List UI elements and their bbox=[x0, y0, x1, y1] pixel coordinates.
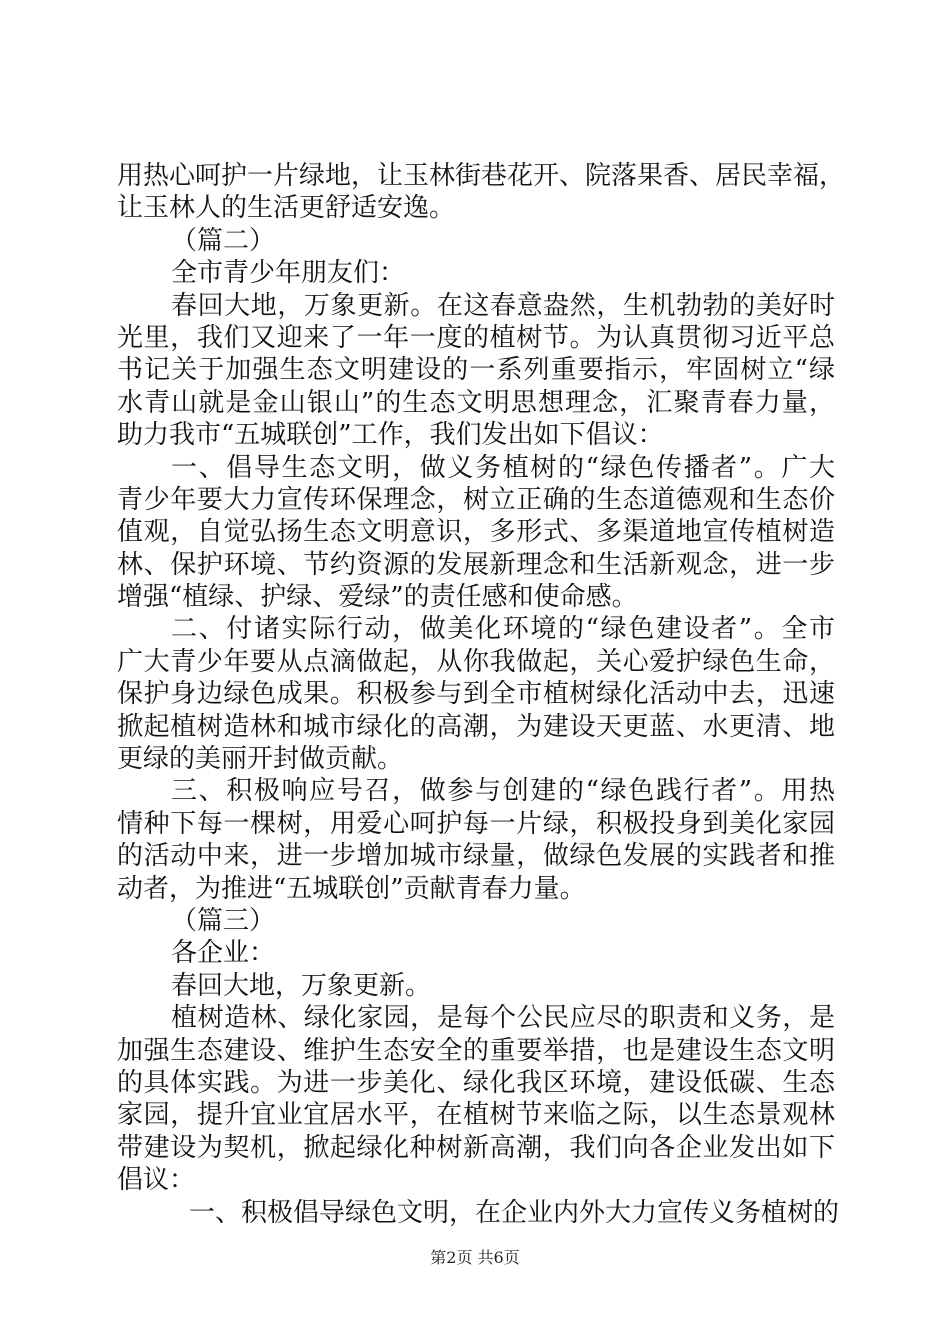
paragraph-3-line-1: 光里，我们又迎来了一年一度的植树节。为认真贯彻习近平总 bbox=[117, 322, 835, 353]
paragraph-9-line-0: 春回大地，万象更新。 bbox=[171, 970, 432, 1001]
paragraph-0-line-1: 让玉林人的生活更舒适安逸。 bbox=[117, 193, 456, 224]
paragraph-4-line-4: 增强“植绿、护绿、爱绿”的责任感和使命感。 bbox=[117, 582, 638, 613]
paragraph-4-line-2: 值观，自觉弘扬生态文明意识，多形式、多渠道地宣传植树造 bbox=[117, 517, 835, 548]
paragraph-4-line-1: 青少年要大力宣传环保理念，树立正确的生态道德观和生态价 bbox=[117, 484, 835, 515]
paragraph-10-line-1: 加强生态建设、维护生态安全的重要举措，也是建设生态文明 bbox=[117, 1035, 835, 1066]
paragraph-3-line-3: 水青山就是金山银山”的生态文明思想理念，汇聚青春力量， bbox=[117, 387, 835, 418]
paragraph-10-line-4: 带建设为契机，掀起绿化种树新高潮，我们向各企业发出如下 bbox=[117, 1132, 835, 1163]
paragraph-5-line-0: 二、付诸实际行动，做美化环境的“绿色建设者”。全市 bbox=[171, 614, 835, 645]
paragraph-10-line-2: 的具体实践。为进一步美化、绿化我区环境，建设低碳、生态 bbox=[117, 1067, 835, 1098]
paragraph-10-line-0: 植树造林、绿化家园，是每个公民应尽的职责和义务，是 bbox=[171, 1003, 835, 1034]
paragraph-7-line-0: （篇三） bbox=[171, 905, 276, 936]
paragraph-8-line-0: 各企业： bbox=[171, 938, 276, 969]
paragraph-4-line-0: 一、倡导生态文明，做义务植树的“绿色传播者”。广大 bbox=[171, 452, 835, 483]
paragraph-3-line-0: 春回大地，万象更新。在这春意盎然，生机勃勃的美好时 bbox=[171, 290, 835, 321]
paragraph-3-line-2: 书记关于加强生态文明建设的一系列重要指示，牢固树立“绿 bbox=[117, 355, 835, 386]
paragraph-11-line-0: 一、积极倡导绿色文明，在企业内外大力宣传义务植树的 bbox=[189, 1197, 840, 1228]
paragraph-5-line-2: 保护身边绿色成果。积极参与到全市植树绿化活动中去，迅速 bbox=[117, 679, 835, 710]
document-body bbox=[117, 160, 846, 1229]
paragraph-10-line-5: 倡议： bbox=[117, 1165, 196, 1196]
paragraph-6-line-0: 三、积极响应号召，做参与创建的“绿色践行者”。用热 bbox=[171, 776, 835, 807]
paragraph-5-line-1: 广大青少年要从点滴做起，从你我做起，关心爱护绿色生命， bbox=[117, 646, 835, 677]
paragraph-2-line-0: 全市青少年朋友们： bbox=[171, 258, 406, 289]
paragraph-3-line-4: 助力我市“五城联创”工作，我们发出如下倡议： bbox=[117, 420, 664, 451]
paragraph-6-line-1: 情种下每一棵树，用爱心呵护每一片绿，积极投身到美化家园 bbox=[117, 808, 835, 839]
paragraph-10-line-3: 家园，提升宜业宜居水平，在植树节来临之际，以生态景观林 bbox=[117, 1100, 835, 1131]
paragraph-6-line-2: 的活动中来，进一步增加城市绿量，做绿色发展的实践者和推 bbox=[117, 841, 835, 872]
paragraph-6-line-3: 动者，为推进“五城联创”贡献青春力量。 bbox=[117, 873, 586, 904]
paragraph-5-line-3: 掀起植树造林和城市绿化的高潮，为建设天更蓝、水更清、地 bbox=[117, 711, 835, 742]
page-footer: 第2页 共6页 bbox=[430, 1248, 520, 1267]
paragraph-4-line-3: 林、保护环境、节约资源的发展新理念和生活新观念，进一步 bbox=[117, 549, 835, 580]
paragraph-0-line-0: 用热心呵护一片绿地，让玉林街巷花开、院落果香、居民幸福， bbox=[117, 161, 846, 191]
paragraph-1-line-0: （篇二） bbox=[171, 225, 276, 256]
paragraph-5-line-4: 更绿的美丽开封做贡献。 bbox=[117, 744, 404, 775]
